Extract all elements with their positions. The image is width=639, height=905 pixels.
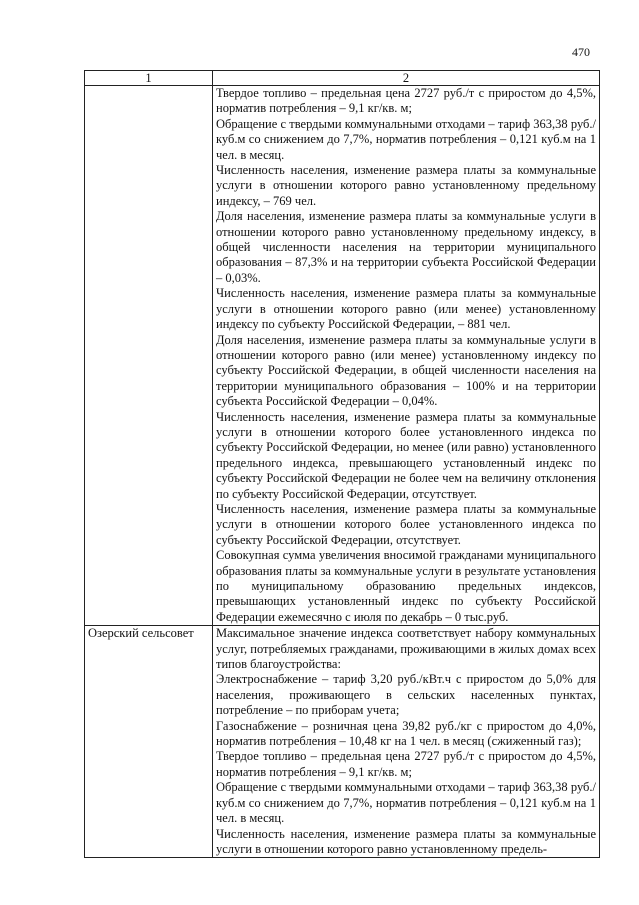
page-number: 470 (572, 45, 590, 59)
paragraph: Численность населения, изменение размера платы за коммунальные услуги в отношении которого более установленного индекса по субъекту Российской Федерации, но менее (или равно) установленного предельного индекса, превышающего установленный индекс по субъекту Российской Федерации не более чем на величину отклонения по субъекту Российской Федерации, отсутствует. (216, 409, 596, 501)
paragraph: Численность населения, изменение размера платы за коммунальные услуги в отношении которого равно установленному предельному индексу, – 769 чел. (216, 163, 596, 208)
paragraph: Доля населения, изменение размера платы за коммунальные услуги в отношении которого равно (или менее) установленному индексу по субъекту Российской Федерации, в общей численности населения на территории муниципального образования – 100% и на территории субъекта Российской Федерации – 0,04%. (216, 332, 596, 409)
paragraph: Твердое топливо – предельная цена 2727 руб./т с приростом до 4,5%, норматив потребления – 9,1 кг/кв. м; (216, 86, 596, 116)
paragraph: Совокупная сумма увеличения вносимой гражданами муниципального образования платы за коммунальные услуги в результате установления по муниципальному образованию предельных индексов, превышающих установленный индекс по субъекту Российской Федерации ежемесячно с июля по декабрь – 0 тыс.руб. (216, 548, 596, 624)
column-header-1: 1 (85, 71, 213, 86)
paragraph: Твердое топливо – предельная цена 2727 руб./т с приростом до 4,5%, норматив потребления – 9,1 кг/кв. м; (216, 749, 596, 779)
region-cell (85, 86, 213, 626)
table-row (85, 86, 600, 626)
paragraph: Газоснабжение – розничная цена 39,82 руб./кг с приростом до 4,0%, норматив потребления – 10,48 кг на 1 чел. в месяц (сжиженный газ); (216, 718, 596, 749)
paragraph: Обращение с твердыми коммунальными отходами – тариф 363,38 руб./куб.м со снижением до 7,7%, норматив потребления – 0,121 куб.м на 1 чел. в месяц. (216, 780, 596, 826)
paragraph: Электроснабжение – тариф 3,20 руб./кВт.ч с приростом до 5,0% для населения, проживающего в сельских населенных пунктах, потребление – по приборам учета; (216, 672, 596, 718)
data-table (84, 70, 600, 858)
paragraph: Численность населения, изменение размера платы за коммунальные услуги в отношении которого более установленного индекса по субъекту Российской Федерации, отсутствует. (216, 501, 596, 547)
column-header-2: 2 (213, 71, 600, 86)
paragraph: Численность населения, изменение размера платы за коммунальные услуги в отношении которого равно (или менее) установленному индексу по субъекту Российской Федерации, – 881 чел. (216, 286, 596, 332)
table-row (85, 626, 600, 858)
header-row (85, 71, 600, 86)
region-cell: Озерский сельсовет (85, 626, 213, 858)
paragraph: Численность населения, изменение размера платы за коммунальные услуги в отношении которого равно установленному предель- (216, 826, 596, 856)
description-cell (213, 86, 600, 626)
paragraph: Максимальное значение индекса соответствует набору коммунальных услуг, потребляемых гражданами, проживающими в жилых домах всех типов благоустройства: (216, 626, 596, 672)
paragraph: Доля населения, изменение размера платы за коммунальные услуги в отношении которого равно установленному предельному индексу, в общей численности населения на территории муниципального образования – 87,3% и на территории субъекта Российской Федерации – 0,03%. (216, 209, 596, 285)
paragraph: Обращение с твердыми коммунальными отходами – тариф 363,38 руб./куб.м со снижением до 7,7%, норматив потребления – 0,121 куб.м на 1 чел. в месяц. (216, 116, 596, 162)
description-cell (213, 626, 600, 858)
